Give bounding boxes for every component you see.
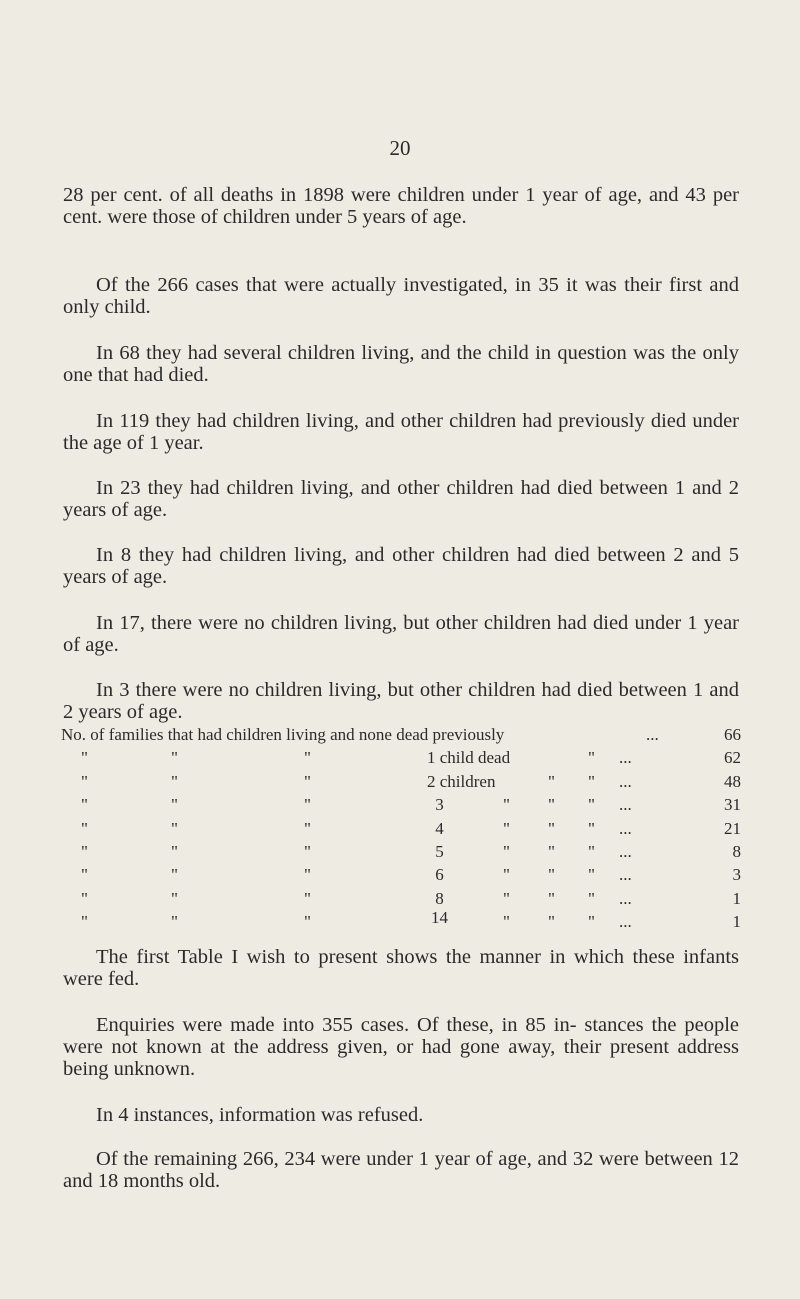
leader-dots: ...: [619, 841, 632, 861]
paragraph-none-living-one-to-two: In 3 there were no children living, but other children had died between 1 and 2 years of age.: [63, 679, 739, 723]
ditto-mark: ": [304, 912, 311, 932]
ditto-mark: ": [171, 818, 178, 838]
ditto-mark: ": [171, 912, 178, 932]
table-row-count: 5: [435, 841, 444, 861]
table-row-count: 4: [435, 818, 444, 838]
ditto-mark: ": [81, 912, 88, 932]
table-value: 66: [724, 725, 741, 744]
table-row: [61, 863, 741, 886]
ditto-mark: ": [304, 748, 311, 768]
ditto-mark: ": [548, 771, 555, 791]
ditto-mark: ": [81, 748, 88, 768]
table-row-label: 1 child dead: [427, 748, 511, 768]
ditto-mark: ": [548, 912, 555, 932]
ditto-mark: ": [171, 771, 178, 791]
table-value: 21: [724, 818, 741, 838]
ditto-mark: ": [304, 841, 311, 861]
ditto-mark: ": [304, 795, 311, 815]
ditto-mark: ": [81, 841, 88, 861]
ditto-mark: ": [588, 818, 595, 838]
paragraph-remaining: Of the remaining 266, 234 were under 1 year of age, and 32 were between 12 and 18 months old.: [63, 1148, 739, 1192]
ditto-mark: ": [503, 912, 510, 932]
ditto-mark: ": [503, 888, 510, 908]
table-row-count: 3: [435, 795, 444, 815]
table-value: 8: [732, 841, 741, 861]
paragraph-death-percentages: 28 per cent. of all deaths in 1898 were children under 1 year of age, and 43 per cent. were those of children under 5 years of age.: [63, 184, 739, 228]
ditto-mark: ": [548, 841, 555, 861]
ditto-mark: ": [171, 748, 178, 768]
table-row: [61, 746, 741, 769]
ditto-mark: ": [171, 795, 178, 815]
ditto-mark: ": [81, 865, 88, 885]
leader-dots: ...: [619, 748, 632, 768]
table-row: [61, 910, 741, 933]
ditto-mark: ": [304, 865, 311, 885]
ditto-mark: ": [171, 865, 178, 885]
ditto-mark: ": [548, 818, 555, 838]
table-row-count: 6: [435, 865, 444, 885]
paragraph-died-two-to-five: In 8 they had children living, and other children had died between 2 and 5 years of age.: [63, 544, 739, 588]
page-number: 20: [389, 136, 411, 160]
ditto-mark: ": [304, 771, 311, 791]
table-value: 62: [724, 748, 741, 768]
leader-dots: ...: [619, 818, 632, 838]
table-header-text: No. of families that had children living and none dead previously: [61, 725, 505, 744]
paragraph-several-children: In 68 they had several children living, and the child in question was the only one that had died.: [63, 342, 739, 386]
ditto-mark: ": [81, 888, 88, 908]
table-row: [61, 887, 741, 910]
ditto-mark: ": [503, 841, 510, 861]
paragraph-refused: In 4 instances, information was refused.: [96, 1104, 424, 1126]
ditto-mark: ": [548, 865, 555, 885]
leader-dots: ...: [619, 865, 632, 885]
table-row-header: [61, 723, 741, 746]
paragraph-died-under-one: In 119 they had children living, and other children had previously died under the age of 1 year.: [63, 410, 739, 454]
ditto-mark: ": [548, 888, 555, 908]
ditto-mark: ": [588, 865, 595, 885]
ditto-mark: ": [588, 771, 595, 791]
paragraph-enquiries: Enquiries were made into 355 cases. Of these, in 85 in- stances the people were not known at the address given, or had gone away, their present address being unknown.: [63, 1014, 739, 1080]
table-row-count: 8: [435, 888, 444, 908]
ditto-mark: ": [588, 841, 595, 861]
leader-dots: ...: [646, 725, 659, 744]
table-value: 1: [732, 912, 741, 932]
ditto-mark: ": [81, 771, 88, 791]
paragraph-none-living-under-one: In 17, there were no children living, but other children had died under 1 year of age.: [63, 612, 739, 656]
ditto-mark: ": [588, 795, 595, 815]
leader-dots: ...: [619, 795, 632, 815]
table-row-label: 2 children: [427, 771, 496, 791]
paragraph-first-table: The first Table I wish to present shows the manner in which these infants were fed.: [63, 946, 739, 990]
ditto-mark: ": [548, 795, 555, 815]
ditto-mark: ": [81, 818, 88, 838]
ditto-mark: ": [304, 818, 311, 838]
table-row-count: 14: [431, 908, 448, 928]
table-value: 48: [724, 771, 741, 791]
paragraph-died-one-to-two: In 23 they had children living, and other children had died between 1 and 2 years of age.: [63, 477, 739, 521]
table-row: [61, 793, 741, 816]
table-value: 3: [732, 865, 741, 885]
table-row: [61, 770, 741, 793]
ditto-mark: ": [503, 795, 510, 815]
table-row: [61, 817, 741, 840]
ditto-mark: ": [81, 795, 88, 815]
ditto-mark: ": [171, 888, 178, 908]
table-value: 1: [732, 888, 741, 908]
table-row: [61, 840, 741, 863]
table-value: 31: [724, 795, 741, 815]
ditto-mark: ": [304, 888, 311, 908]
leader-dots: ...: [619, 888, 632, 908]
ditto-mark: ": [588, 888, 595, 908]
ditto-mark: ": [171, 841, 178, 861]
paragraph-first-only-child: Of the 266 cases that were actually investigated, in 35 it was their first and only child.: [63, 274, 739, 318]
families-table: [61, 723, 741, 934]
ditto-mark: ": [503, 865, 510, 885]
ditto-mark: ": [503, 818, 510, 838]
ditto-mark: ": [588, 748, 595, 768]
leader-dots: ...: [619, 771, 632, 791]
ditto-mark: ": [588, 912, 595, 932]
leader-dots: ...: [619, 912, 632, 932]
